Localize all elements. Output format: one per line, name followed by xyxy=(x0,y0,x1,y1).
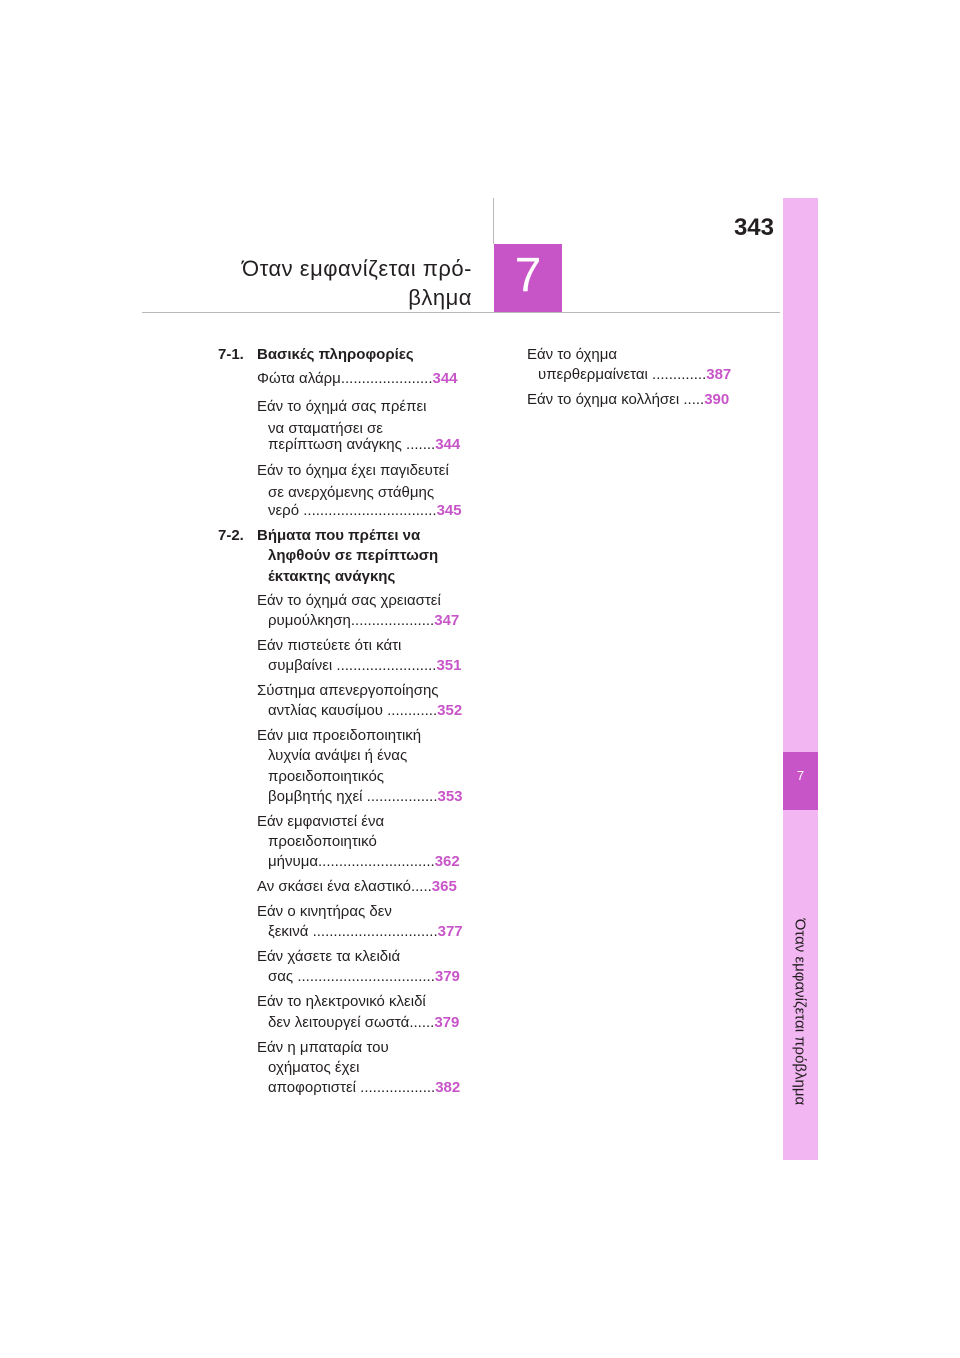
section-number: 7-2. xyxy=(218,527,244,544)
leader-dots: ............ xyxy=(382,702,438,719)
leader-dots: ............. xyxy=(647,366,707,383)
toc-entry-text: Εάν το όχημα κολλήσει xyxy=(527,391,680,408)
toc-entry[interactable] xyxy=(268,921,463,943)
chapter-number: 7 xyxy=(514,249,542,302)
toc-entry-text: σε ανερχόμενης στάθμης xyxy=(268,484,435,501)
toc-page-link[interactable]: 353 xyxy=(437,788,463,805)
section-title: Βασικές πληροφορίες xyxy=(257,346,414,363)
toc-entry-text: αντλίας καυσίμου xyxy=(268,702,383,719)
toc-entry-text: αποφορτιστεί xyxy=(268,1079,357,1096)
toc-entry-text: Εάν το ηλεκτρονικό κλειδί xyxy=(257,993,426,1010)
side-chapter-label: Όταν εμφανίζεται πρόβλημα xyxy=(791,918,809,1106)
toc-page-link[interactable]: 382 xyxy=(435,1079,461,1096)
toc-entry-text: Εάν το όχημά σας χρειαστεί xyxy=(257,592,441,609)
toc-entry-text: νερό xyxy=(268,502,300,519)
chapter-title-line1: Όταν εμφανίζεται πρό- xyxy=(242,256,472,281)
toc-entry-text: Εάν το όχημά σας πρέπει xyxy=(257,398,427,415)
toc-entry-text: Εάν το όχημα έχει παγιδευτεί xyxy=(257,462,449,479)
section-number: 7-1. xyxy=(218,346,244,363)
toc-entry[interactable] xyxy=(268,655,461,677)
leader-dots: ............................ xyxy=(318,853,435,870)
toc-entry-text: Εάν η μπαταρία του xyxy=(257,1039,389,1056)
toc-entry-text: λυχνία ανάψει ή ένας xyxy=(268,747,408,764)
leader-dots: ................. xyxy=(362,788,438,805)
toc-entry[interactable] xyxy=(257,876,457,898)
leader-dots: ....... xyxy=(401,436,436,453)
leader-dots: ................................. xyxy=(293,968,435,985)
toc-entry-text: Σύστημα απενεργοποίησης xyxy=(257,682,439,699)
toc-entry[interactable] xyxy=(268,500,462,522)
leader-dots: ..... xyxy=(410,878,432,895)
toc-entry-text: Εάν το όχημα xyxy=(527,346,618,363)
leader-dots: .................... xyxy=(350,612,435,629)
toc-entry-text: βομβητής ηχεί xyxy=(268,788,363,805)
toc-entry[interactable] xyxy=(257,368,458,390)
toc-entry-text: Εάν εμφανιστεί ένα xyxy=(257,813,385,830)
toc-page-link[interactable]: 347 xyxy=(434,612,460,629)
toc-entry[interactable] xyxy=(268,1077,460,1099)
page-number: 343 xyxy=(733,214,774,241)
toc-entry-text: Εάν πιστεύετε ότι κάτι xyxy=(257,637,402,654)
toc-entry-text: υπερθερμαίνεται xyxy=(538,366,648,383)
toc-entry-text: προειδοποιητικός xyxy=(268,768,385,785)
toc-page-link[interactable]: 377 xyxy=(437,923,463,940)
toc-entry[interactable] xyxy=(268,851,460,873)
toc-page-link[interactable]: 390 xyxy=(704,391,730,408)
toc-entry-text: οχήματος έχει xyxy=(268,1059,360,1076)
toc-entry[interactable] xyxy=(527,389,729,411)
toc-entry-text: Αν σκάσει ένα ελαστικό xyxy=(257,878,411,895)
toc-entry-text: συμβαίνει xyxy=(268,657,333,674)
toc-entry-text: περίπτωση ανάγκης xyxy=(268,436,402,453)
toc-page-link[interactable]: 345 xyxy=(436,502,462,519)
section-title: έκτακτης ανάγκης xyxy=(268,568,396,585)
toc-entry-text: προειδοποιητικό xyxy=(268,833,377,850)
toc-page-link[interactable]: 365 xyxy=(431,878,457,895)
toc-entry-text: δεν λειτουργεί σωστά xyxy=(268,1014,410,1031)
toc-page-link[interactable]: 351 xyxy=(436,657,462,674)
section-title: ληφθούν σε περίπτωση xyxy=(268,547,439,564)
leader-dots: .............................. xyxy=(308,923,438,940)
toc-entry[interactable] xyxy=(268,1012,459,1034)
toc-entry-text: να σταματήσει σε xyxy=(268,420,383,437)
toc-page-link[interactable]: 379 xyxy=(434,968,460,985)
toc-entry-text: ξεκινά xyxy=(268,923,309,940)
toc-entry[interactable] xyxy=(538,364,731,386)
toc-page-link[interactable]: 344 xyxy=(435,436,461,453)
side-chapter-number: 7 xyxy=(796,768,805,783)
toc-page-link[interactable]: 362 xyxy=(434,853,460,870)
leader-dots: ...... xyxy=(409,1014,435,1031)
chapter-title-line2: βλημα xyxy=(408,285,472,310)
leader-dots: ................................ xyxy=(299,502,437,519)
toc-entry-text: Εάν χάσετε τα κλειδιά xyxy=(257,948,401,965)
toc-entry-text: μήνυμα xyxy=(268,853,319,870)
toc-page-link[interactable]: 379 xyxy=(434,1014,460,1031)
header-horizontal-rule xyxy=(142,312,780,313)
toc-page-link[interactable]: 387 xyxy=(706,366,732,383)
header-vertical-rule xyxy=(493,198,494,244)
toc-entry-text: σας xyxy=(268,968,294,985)
leader-dots: .................. xyxy=(356,1079,436,1096)
leader-dots: ..... xyxy=(679,391,705,408)
toc-page-link[interactable]: 344 xyxy=(432,370,458,387)
toc-entry-text: ρυμούλκηση xyxy=(268,612,351,629)
toc-entry-text: Εάν μια προειδοποιητική xyxy=(257,727,422,744)
toc-entry[interactable] xyxy=(268,434,460,456)
toc-entry-text: Φώτα αλάρμ xyxy=(257,370,341,387)
section-title: Βήματα που πρέπει να xyxy=(257,527,421,544)
toc-entry[interactable] xyxy=(268,700,462,722)
toc-entry[interactable] xyxy=(268,966,460,988)
leader-dots: ........................ xyxy=(332,657,437,674)
leader-dots: ...................... xyxy=(340,370,433,387)
toc-entry[interactable] xyxy=(268,610,459,632)
toc-entry-text: Εάν ο κινητήρας δεν xyxy=(257,903,392,920)
toc-entry[interactable] xyxy=(268,786,463,808)
toc-page-link[interactable]: 352 xyxy=(437,702,463,719)
